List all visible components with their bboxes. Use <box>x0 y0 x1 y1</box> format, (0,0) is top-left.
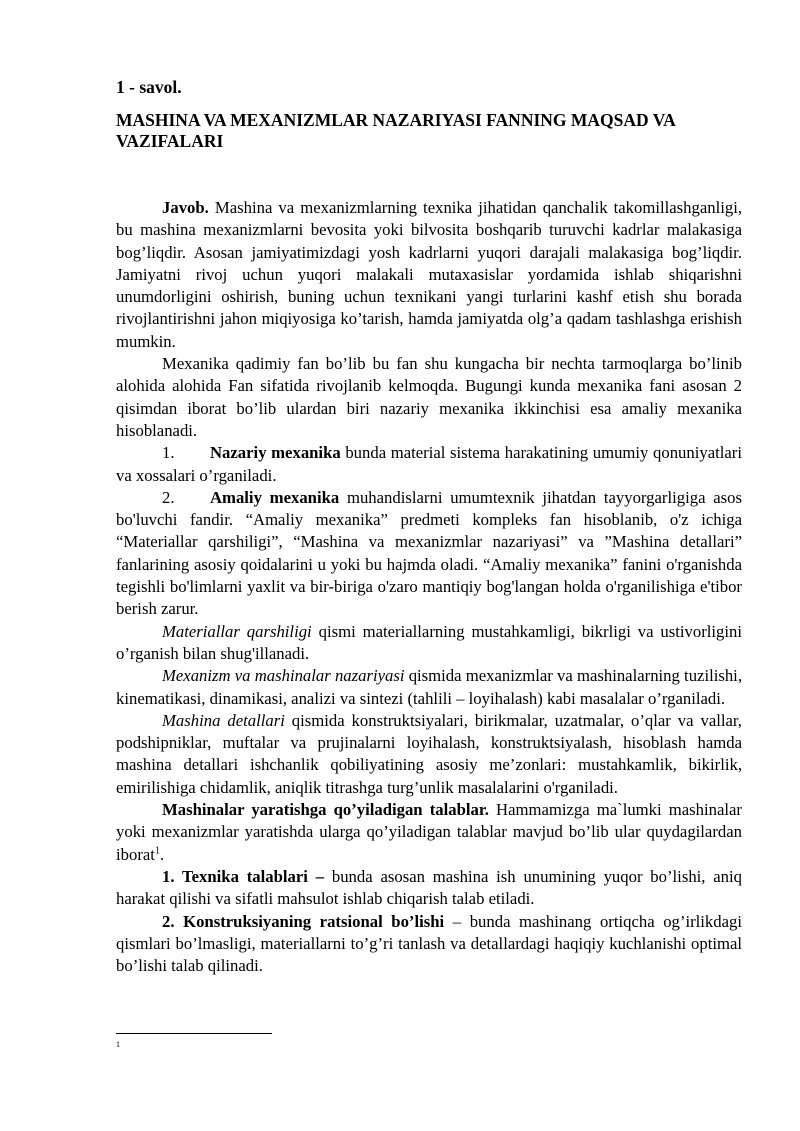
list-item-lead: Amaliy mexanika <box>210 487 340 507</box>
paragraph-text: qismida konstruktsiyalari, birikmalar, uzatmalar, o’qlar va vallar, podshipniklar, muftalar va prujinalarni loyihalash, konstruktsiyalash, hisoblash hamda mashina detallari ishchanlik qobiliyatining asosiy me’zonlari: mustahkamlik, bikirlik, emirilishiga chidamlik, aniqlik titrashga turg’unlik masalalarini o'rganiladi. <box>116 710 742 797</box>
requirement-1 <box>116 866 742 911</box>
requirement-text: – bunda mashinang ortiqcha og’irlikdagi qismlari bo’lmasligi, materiallarni to’g’ri tanlash va detallardagi haqiqiy kuchlanishi optimal bo’lishi talab qilinadi. <box>116 911 742 976</box>
footnote-marker: 1 <box>116 1040 120 1049</box>
paragraph-end: . <box>159 844 165 864</box>
list-item-lead: Nazariy mexanika <box>210 443 341 463</box>
footnote-separator <box>116 1033 272 1034</box>
paragraph-talablar <box>116 799 742 866</box>
document-page <box>116 76 742 977</box>
page-title: MASHINA VA MEXANIZMLAR NAZARIYASI FANNING MAQSAD VA VAZIFALARI <box>116 110 675 151</box>
paragraph-lead: Mashinalar yaratishga qo’yiladigan talablar. <box>162 800 489 820</box>
list-number: 1. <box>162 443 175 463</box>
footnote-reference[interactable]: 1 <box>154 845 160 857</box>
italic-term: Mashina detallari <box>162 710 285 730</box>
answer-paragraph-1 <box>116 197 742 353</box>
paragraph-mexanizm-nazariyasi <box>116 665 742 710</box>
italic-term: Materiallar qarshiligi <box>162 621 312 641</box>
question-number: 1 - savol. <box>116 77 182 97</box>
paragraph-text: qismida mexanizmlar va mashinalarning tuzilishi, kinematikasi, dinamikasi, analizi va sintezi (tahlili – loyihalash) kabi masalalar o’rganiladi. <box>116 666 742 708</box>
requirement-lead: 1. Texnika talablari – <box>162 866 325 886</box>
list-item-amaliy-mexanika <box>116 487 742 621</box>
requirement-lead: 2. Konstruksiyaning ratsional bo’lishi <box>162 911 445 931</box>
paragraph-materiallar-qarshiligi <box>116 621 742 666</box>
list-item-text: bunda material sistema harakatining umumiy qonuniyatlari va xossalari o’rganiladi. <box>116 443 742 485</box>
italic-term: Mexanizm va mashinalar nazariyasi <box>162 666 405 686</box>
paragraph-mashina-detallari <box>116 710 742 799</box>
paragraph-text: Hammamizga ma`lumki mashinalar yoki mexanizmlar yaratishda ularga qo’yiladigan talablar mavjud bo’lib ular quydagilardan iborat <box>116 800 742 864</box>
paragraph-text: qismi materiallarning mustahkamligi, bikrligi va ustivorligini o’rganish bilan shug'illanadi. <box>116 621 743 663</box>
list-item-text: muhandislarni umumtexnik jihatdan tayyorgarligiga asos bo'luvchi fandir. “Amaliy mexanika” predmeti kompleks fan hisoblanib, o'z ichiga “Materiallar qarshiligi”, “Mashina va mexanizmlar nazariyasi” va ”Mashina detallari” fanlarining asosiy qoidalarini u yoki bu hajmda oladi. “Amaliy mexanika” fanini o'rganishda tegishli bo'limlarni yaxlit va bir-biriga o'zaro mantiqiy bog'langan holda o'rganilishiga e'tibor berish zarur. <box>116 487 742 619</box>
answer-lead: Javob. <box>162 198 209 217</box>
list-item-nazariy-mexanika <box>116 442 742 487</box>
answer-paragraph-2: Mexanika qadimiy fan bo’lib bu fan shu kungacha bir nechta tarmoqlarga bo’linib alohida alohida Fan sifatida rivojlanib kelmoqda. Bugungi kunda mexanika fani asosan 2 qisimdan iborat bo’lib ulardan biri nazariy mexanika ikkinchisi esa amaliy mexanika hisoblanadi. <box>116 354 742 440</box>
requirement-text: bunda asosan mashina ish unumining yuqor bo’lishi, aniq harakat qilishi va sifatli mahsulot ishlab chiqarish talab etiladi. <box>116 866 743 909</box>
list-number: 2. <box>162 487 175 507</box>
requirement-2 <box>116 911 742 978</box>
answer-text: Mashina va mexanizmlarning texnika jihatidan qanchalik takomillashganligi, bu mashina mexanizmlarni bevosita yoki bilvosita boshqarib turuvchi kadrlar malakasiga bog’liqdir. Asosan jamiyatimizdagi yosh kadrlarni yuqori darajali malakasiga bog’liqdir. Jamiyatni rivoj uchun yuqori malakali mutaxasislar yordamida ishlab shiqarishni unumdorligini oshirish, buning uchun texnikani yangi turlarini kashf etish shu borada rivojlantirishni jahon miqiyosiga ko’tarish, hamda jamiyatda olg’a qadam tashlashga erishish mumkin. <box>116 198 742 351</box>
